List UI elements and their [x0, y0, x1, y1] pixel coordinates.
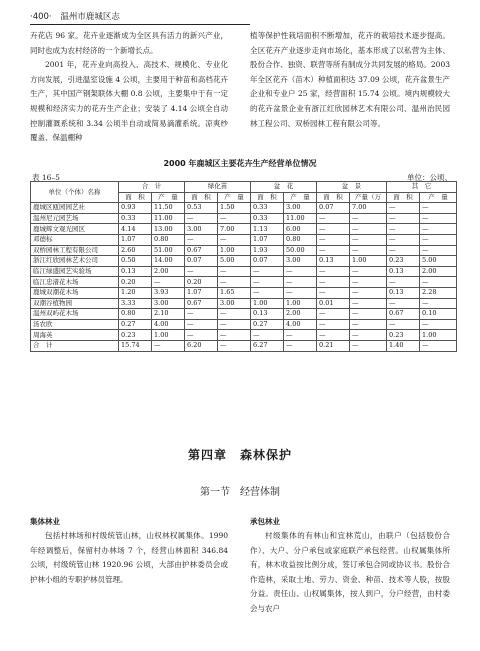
value-cell: 0.33: [251, 203, 284, 214]
book-title: 温州市鹿城区志: [60, 12, 120, 22]
value-cell: —: [218, 330, 251, 341]
value-cell: —: [185, 266, 218, 277]
value-cell: 6.27: [251, 340, 284, 351]
group-header-total: 合 计: [119, 182, 185, 193]
value-cell: 3.93: [152, 287, 185, 298]
value-cell: 1.93: [251, 245, 284, 256]
value-cell: 3.00: [185, 224, 218, 235]
group-header-other: 其 它: [387, 182, 457, 193]
subheader-output-pj: 产量（万: [350, 192, 387, 203]
paragraph: 村级集体的有林山和宜林荒山，由联户（包括股份合作）、大户、分户承包或家庭联产承包经营。山权属集体所有，林木收益按比例分成，签订承包合同或协议书。股份合作造林，采取土地、劳力、资金、种苗、技术等人股，按股分益。责任山、山权属集体，按人到户，分户经营，由村委会与农户: [250, 531, 450, 613]
paragraph: 包括村林场和村级统管山林，山权林权属集体。1990 年经调整后，保留村办林场 7 个，经营山林面积 346.84 公顷，村级统管山林 1920.96 公顷，大部由护林委员会或护林小组的专职护林员管理。: [30, 531, 228, 584]
value-cell: —: [350, 340, 387, 351]
value-cell: 1.00: [152, 330, 185, 341]
value-cell: 0.93: [119, 203, 152, 214]
table-row: [31, 277, 457, 288]
value-cell: 0.13: [387, 287, 420, 298]
value-cell: —: [185, 309, 218, 320]
value-cell: —: [387, 203, 420, 214]
unit-name-cell: 鹿城双潮花木场: [31, 287, 119, 298]
subheader-output: 产 量: [152, 192, 185, 203]
value-cell: 2.00: [152, 266, 185, 277]
header-rule: [30, 24, 250, 25]
value-cell: —: [387, 319, 420, 330]
value-cell: 1.20: [119, 287, 152, 298]
value-cell: —: [420, 245, 457, 256]
bottom-right-column: [250, 514, 450, 617]
value-cell: 5.00: [420, 256, 457, 267]
group-header-seedling: 绿化苗: [185, 182, 251, 193]
table-row: [31, 309, 457, 320]
value-cell: —: [284, 287, 317, 298]
value-cell: 1.00: [251, 298, 284, 309]
value-cell: 7.00: [218, 224, 251, 235]
unit-name-cell: 双桥园林工程有限公司: [31, 245, 119, 256]
subheader-area: 面 积: [251, 192, 284, 203]
value-cell: 15.74: [119, 340, 152, 351]
value-cell: 2.00: [284, 309, 317, 320]
value-cell: —: [317, 330, 350, 341]
subheader-area: 面 积: [185, 192, 218, 203]
value-cell: —: [317, 287, 350, 298]
table-title: 2000 年鹿城区主要花卉生产经营单位情况: [163, 159, 317, 168]
value-cell: 1.65: [218, 287, 251, 298]
top-left-column: [30, 29, 228, 146]
value-cell: —: [284, 330, 317, 341]
table-total-row: [31, 340, 457, 351]
value-cell: 1.00: [218, 245, 251, 256]
unit-name-cell: 温州尼元园艺场: [31, 213, 119, 224]
value-cell: —: [420, 340, 457, 351]
subsection-heading: 承包林业: [250, 517, 280, 526]
unit-name-cell: 温州双屿花木场: [31, 309, 119, 320]
value-cell: —: [420, 298, 457, 309]
value-cell: —: [387, 213, 420, 224]
value-cell: 50.00: [284, 245, 317, 256]
table-row: [31, 298, 457, 309]
value-cell: 6.00: [284, 224, 317, 235]
value-cell: 1.40: [387, 340, 420, 351]
value-cell: —: [420, 213, 457, 224]
value-cell: 4.00: [152, 319, 185, 330]
unit-name-cell: 临江忠渚花木场: [31, 277, 119, 288]
value-cell: —: [284, 266, 317, 277]
section-title: 第一节 经营体制: [200, 487, 280, 498]
table-unit: 单位：公顷、: [407, 173, 452, 182]
value-cell: —: [350, 224, 387, 235]
value-cell: 0.53: [185, 203, 218, 214]
subheader-output: 产 量: [284, 192, 317, 203]
value-cell: —: [218, 266, 251, 277]
paragraph: 卉花店 96 家。花卉业逐渐成为全区具有活力的新兴产业，同时也成为农村经济的一个新增长点。: [30, 31, 228, 55]
value-cell: —: [387, 245, 420, 256]
unit-name-cell: 临江绿盛园艺实验场: [31, 266, 119, 277]
value-cell: 4.00: [284, 319, 317, 330]
value-cell: 0.13: [251, 309, 284, 320]
value-cell: —: [350, 277, 387, 288]
value-cell: 2.28: [420, 287, 457, 298]
table-row: [31, 330, 457, 341]
value-cell: —: [251, 266, 284, 277]
value-cell: —: [350, 245, 387, 256]
value-cell: —: [350, 298, 387, 309]
value-cell: 1.13: [251, 224, 284, 235]
subheader-area: 面 积: [387, 192, 420, 203]
value-cell: —: [420, 277, 457, 288]
value-cell: —: [350, 319, 387, 330]
value-cell: 0.13: [119, 266, 152, 277]
value-cell: 3.00: [152, 298, 185, 309]
value-cell: 0.07: [251, 256, 284, 267]
value-cell: 1.00: [420, 330, 457, 341]
value-cell: —: [152, 277, 185, 288]
table-row: [31, 256, 457, 267]
value-cell: 2.00: [420, 266, 457, 277]
value-cell: —: [317, 245, 350, 256]
value-cell: —: [420, 234, 457, 245]
value-cell: 13.00: [152, 224, 185, 235]
subsection-heading: 集体林业: [30, 517, 60, 526]
value-cell: 2.60: [119, 245, 152, 256]
table-row: [31, 287, 457, 298]
unit-name-cell: 汤农欧: [31, 319, 119, 330]
table-corner-header: 单位（个体）名称: [31, 182, 119, 203]
value-cell: 0.20: [119, 277, 152, 288]
value-cell: 1.00: [284, 298, 317, 309]
value-cell: 1.00: [350, 256, 387, 267]
value-cell: —: [218, 340, 251, 351]
value-cell: 1.07: [251, 234, 284, 245]
value-cell: 0.80: [119, 309, 152, 320]
value-cell: —: [218, 309, 251, 320]
bottom-left-column: [30, 514, 228, 587]
value-cell: 0.07: [185, 256, 218, 267]
value-cell: —: [218, 234, 251, 245]
page-header: [30, 10, 120, 22]
unit-name-cell: 浙江红欣园林艺术公司: [31, 256, 119, 267]
paragraph: 2001 年，花卉业向高投入、高技术、规模化、专业化方向发展，引进温室设施 4 公顷，主要用于种苗和高档花卉生产，其中国产钢架联体大棚 0.8 公顷，主要集中于有一定规模和经济实力的花卉生产企业；安装了 4.14 公顷全自动控制灌溉系统和 3.34 公顷半自动或简易滴灌系统。凉爽纱覆盖、保温棚种: [30, 60, 228, 143]
value-cell: —: [251, 287, 284, 298]
value-cell: 0.23: [387, 256, 420, 267]
value-cell: —: [317, 309, 350, 320]
value-cell: —: [185, 330, 218, 341]
value-cell: —: [350, 330, 387, 341]
value-cell: —: [317, 234, 350, 245]
value-cell: —: [350, 234, 387, 245]
value-cell: 0.33: [251, 213, 284, 224]
value-cell: —: [251, 277, 284, 288]
value-cell: 0.33: [119, 213, 152, 224]
value-cell: 7.00: [350, 203, 387, 214]
value-cell: —: [420, 224, 457, 235]
value-cell: —: [350, 213, 387, 224]
value-cell: —: [284, 277, 317, 288]
table-row: [31, 203, 457, 214]
value-cell: 0.80: [284, 234, 317, 245]
group-header-bonsai: 盆 景: [317, 182, 387, 193]
value-cell: 3.00: [218, 298, 251, 309]
value-cell: —: [350, 266, 387, 277]
subheader-output: 产 量: [218, 192, 251, 203]
value-cell: —: [218, 277, 251, 288]
value-cell: —: [420, 203, 457, 214]
value-cell: 1.50: [218, 203, 251, 214]
value-cell: 14.00: [152, 256, 185, 267]
value-cell: 0.23: [119, 330, 152, 341]
value-cell: —: [387, 234, 420, 245]
value-cell: —: [317, 266, 350, 277]
table-row: [31, 213, 457, 224]
paragraph: 植等保护性栽培面积不断增加，花卉的栽培技术逐步提高。全区花卉产业逐步走向市场化，基本形成了以私营为主体、股份合作、独资、联营等所有制成分共同发展的格局。2003 年全区花卉（苗木）种植面积达 37.09 公顷，花卉盆景生产企业和专业户 25 家，经营面积 15.74 公顷。境内规模较大的花卉盆景企业有浙江红欣园林艺术有限公司、温州治民园林工程公司、双桥园林工程有限公司等。: [250, 31, 450, 128]
value-cell: 5.00: [218, 256, 251, 267]
value-cell: 4.14: [119, 224, 152, 235]
value-cell: —: [185, 213, 218, 224]
value-cell: —: [387, 224, 420, 235]
flower-business-table: [30, 181, 457, 352]
value-cell: 0.50: [119, 256, 152, 267]
value-cell: 0.23: [387, 330, 420, 341]
value-cell: 3.00: [284, 256, 317, 267]
value-cell: 1.07: [119, 234, 152, 245]
table-row: [31, 266, 457, 277]
value-cell: —: [185, 319, 218, 330]
value-cell: 1.07: [185, 287, 218, 298]
value-cell: 0.27: [119, 319, 152, 330]
top-right-column: [250, 29, 450, 131]
value-cell: 0.67: [185, 245, 218, 256]
value-cell: —: [317, 224, 350, 235]
value-cell: 2.10: [152, 309, 185, 320]
value-cell: —: [350, 287, 387, 298]
chapter-title: 第四章 森林保护: [187, 448, 292, 462]
subheader-area: 面 积: [119, 192, 152, 203]
value-cell: 0.13: [387, 266, 420, 277]
value-cell: —: [350, 309, 387, 320]
value-cell: —: [152, 340, 185, 351]
value-cell: 11.00: [284, 213, 317, 224]
group-header-potted-flower: 盆 花: [251, 182, 317, 193]
value-cell: 0.27: [251, 319, 284, 330]
value-cell: 0.67: [185, 298, 218, 309]
value-cell: 11.00: [152, 213, 185, 224]
table-row: [31, 245, 457, 256]
value-cell: —: [420, 319, 457, 330]
unit-name-cell: 鹿城区瓯园园艺社: [31, 203, 119, 214]
value-cell: —: [251, 330, 284, 341]
unit-name-cell: 合 计: [31, 340, 119, 351]
value-cell: —: [317, 213, 350, 224]
value-cell: 6.20: [185, 340, 218, 351]
value-cell: 11.50: [152, 203, 185, 214]
value-cell: 51.00: [152, 245, 185, 256]
value-cell: —: [317, 319, 350, 330]
value-cell: 0.21: [317, 340, 350, 351]
value-cell: 0.20: [185, 277, 218, 288]
value-cell: —: [284, 340, 317, 351]
subheader-area: 面 积: [317, 192, 350, 203]
value-cell: 0.10: [420, 309, 457, 320]
value-cell: —: [387, 277, 420, 288]
value-cell: —: [185, 234, 218, 245]
unit-name-cell: 邓德标: [31, 234, 119, 245]
value-cell: 0.80: [152, 234, 185, 245]
table-row: [31, 224, 457, 235]
value-cell: 3.33: [119, 298, 152, 309]
subheader-output: 产 量: [420, 192, 457, 203]
unit-name-cell: 周海英: [31, 330, 119, 341]
table-row: [31, 234, 457, 245]
value-cell: 0.01: [317, 298, 350, 309]
table-row: [31, 319, 457, 330]
value-cell: —: [387, 298, 420, 309]
value-cell: 0.13: [317, 256, 350, 267]
value-cell: —: [317, 277, 350, 288]
value-cell: —: [218, 213, 251, 224]
unit-name-cell: 鹿城辉文观光园区: [31, 224, 119, 235]
value-cell: 0.07: [317, 203, 350, 214]
value-cell: 0.67: [387, 309, 420, 320]
value-cell: 3.00: [284, 203, 317, 214]
value-cell: —: [218, 319, 251, 330]
unit-name-cell: 双潮谷植物园: [31, 298, 119, 309]
page-number: ·400·: [30, 12, 52, 22]
table-label: 表 16–5: [32, 173, 60, 182]
